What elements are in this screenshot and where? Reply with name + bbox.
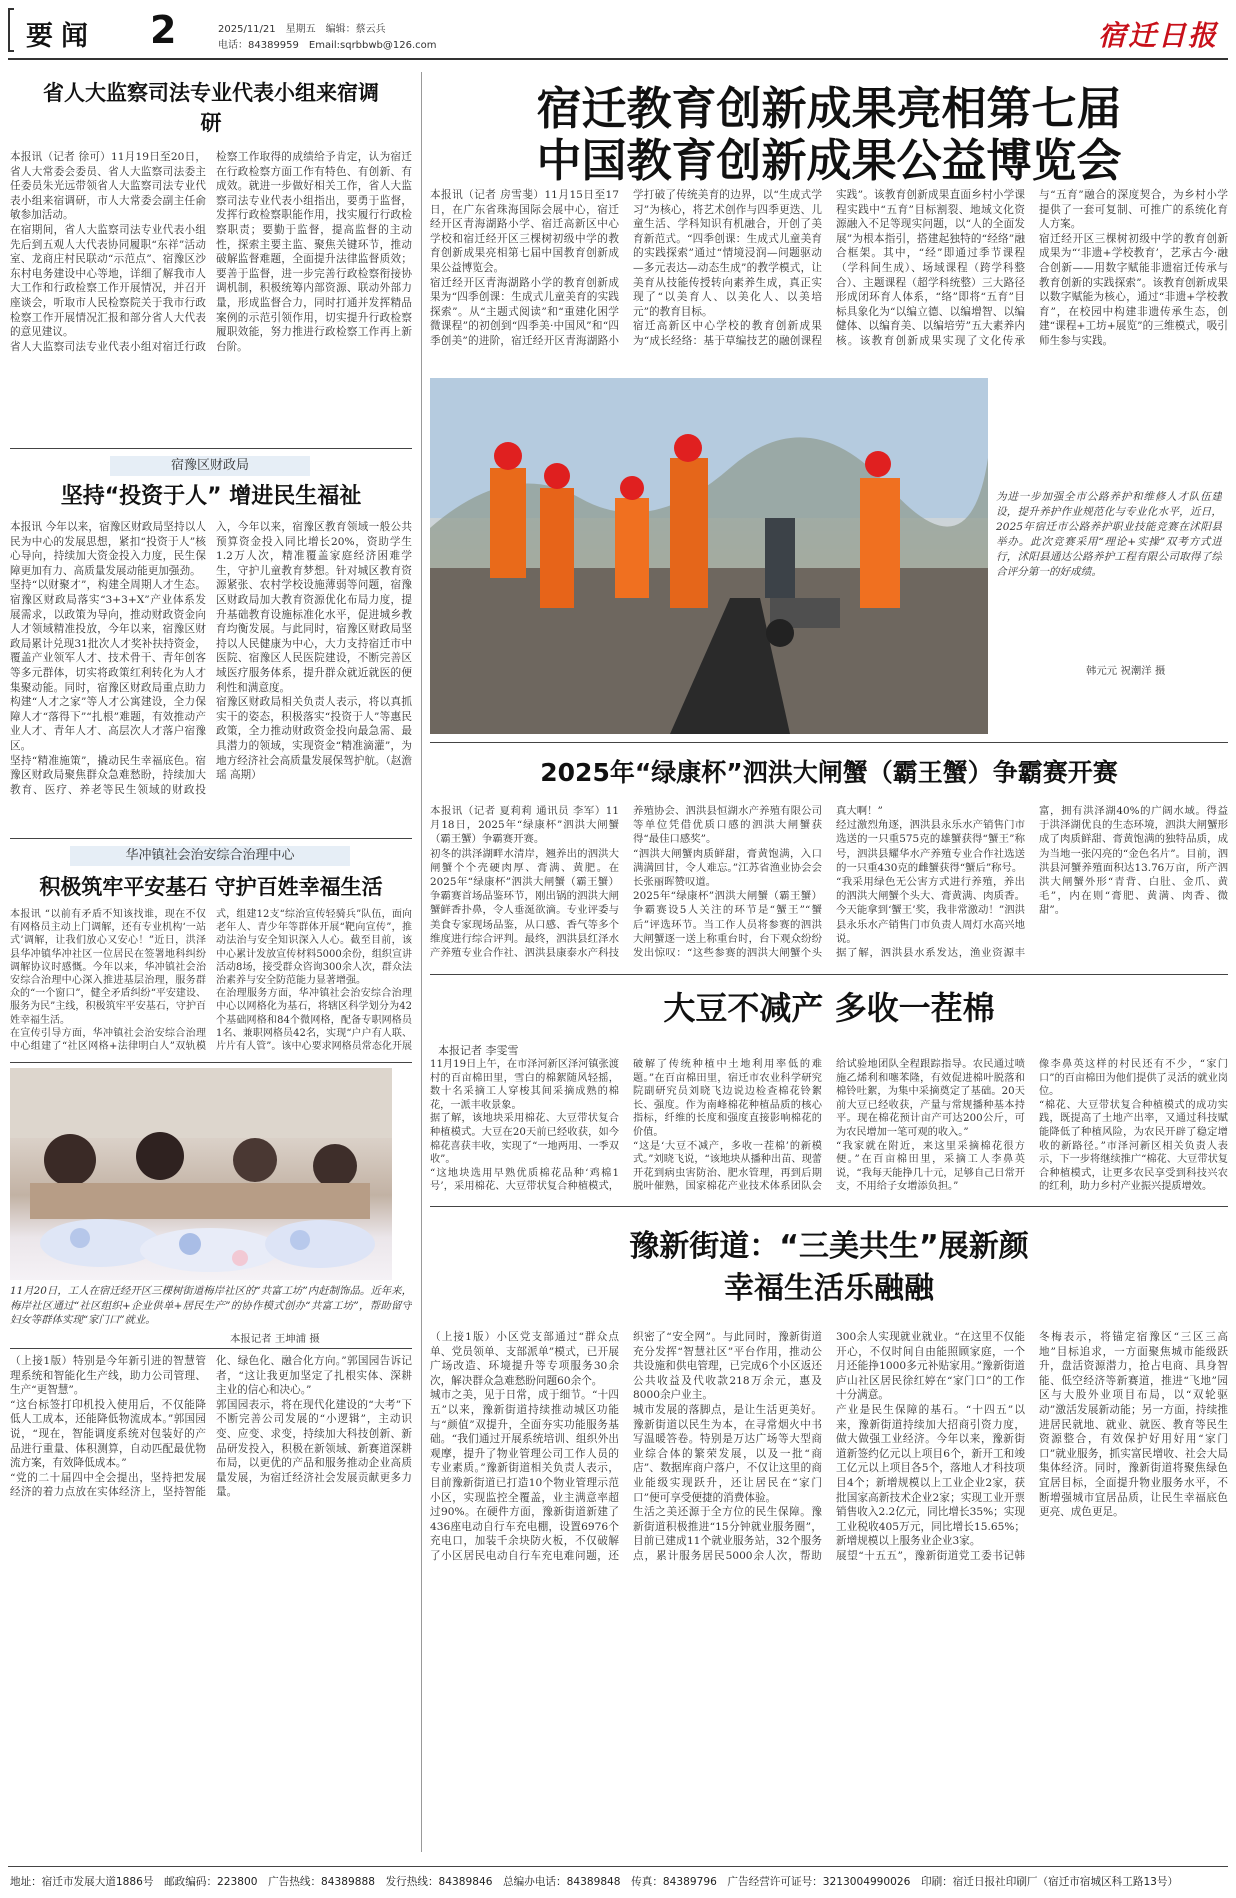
article-title: 大豆不减产 多收一茬棉 bbox=[663, 989, 995, 1027]
lead-title-line1: 宿迁教育创新成果亮相第七届 bbox=[536, 82, 1122, 135]
article-body: （上接1版）小区党支部通过“群众点单、党员领单、支部派单”模式，已开展广场改造、环境提升等专项服务30余次，解决群众急难愁盼问题60余个。 城市之美，见于日常，成于细节。“十四五”以来，豫新街道持续推动城区功能与“颜值”双提升，全面夯实功能服务基础。“我们通过开展系统培训、组织外出观摩，提升了物业管理公司工作人员的专业素质。”豫新街道相关负责人表示，目前豫新街道已打造10个物业管理示范小区，实现监控全覆盖，业主满意率超过90%。在硬件方面，豫新街道新建了436座电动自行车充电棚，设置6976个充电口，加装千余块防火板，不仅破解了小区居民电动自行车充电难问题，还织密了“安全网”。与此同时，豫新街道充分发挥“智慧社区”平台作用，推动公共设施和供电管理，已完成6个小区返还公共收益及代收款218万余元，惠及8000余户业主。 城市发展的落脚点，是让生活更美好。豫新街道以民生为本，在寻常烟火中书写温暖答卷。特别是万达广场等大型商业综合体的繁荣发展，以及一批“商店”、数据库商户落户，不仅让这里的商业能级实现跃升，还让居民在“家门口”便可享受便捷的消费体验。 生活之美还源于全方位的民生保障。豫新街道积极推进“15分钟就业服务圈”，目前已建成11个就业服务站，32个服务点，累计服务居民5000余人次，帮助300余人实现就业就业。“在这里不仅能开心，不仅时间自由能照顾家庭，一个月还能挣1000多元补贴家用。”豫新街道庐山社区居民徐红婷在“家门口”的工作十分满意。 产业是民生保障的基石。“十四五”以来，豫新街道持续加大招商引资力度，做大做强工业经济。今年以来，豫新街道新签约亿元以上项目6个，新开工和竣工亿元以上项目各5个，落地人才科技项目4个；新增规模以上工业企业2家，获批国家高新技术企业2家；实现工业开票销售收入2.2亿元，同比增长35%；实现工业税收405万元，同比增长15.65%；新增规模以上服务业企业3家。 展望“十五五”，豫新街道党工委书记韩冬梅表示，将锚定宿豫区“三区三高地”目标追求，一方面聚焦城市能级跃升，盘活资源潜力，抢占电商、具身智能、低空经济等新赛道，推进“飞地”园区与大股外业项目布局，以“双轮驱动”激活发展新动能；另一方面，持续推进居民就地、就业、就医、教育等民生资源整合，有效保护好用好用“家门口”就业服务，抓实富民增收、社会大局集体经济。同时，豫新街道将聚焦绿色宜居目标，全面提升物业服务水平，不断增强城市宜居品质，让民生幸福底色更亮、成色更足。 bbox=[430, 1331, 1228, 1562]
column-divider bbox=[421, 72, 422, 1852]
photo-credit: 本报记者 王坤浦 摄 bbox=[230, 1333, 320, 1345]
lead-title-line2: 中国教育创新成果公益博览会 bbox=[536, 134, 1122, 187]
contact-line: 电话：84389959 Email:sqrbbwb@126.com bbox=[218, 40, 437, 51]
article-npc-inspection bbox=[10, 72, 412, 442]
divider bbox=[10, 838, 412, 839]
article-body: 本报讯 今年以来，宿豫区财政局坚持以人民为中心的发展思想，紧扣“投资于人”核心导向，持续加大资金投入力度，民生保障更加有力、高质量发展动能更加强劲。 坚持“以财聚才”，构建全周期人才生态。宿豫区财政局落实“3+3+X”产业体系发展需求，以政策为导向，推动财政资金向人才领域精准投放，今年以来，宿豫区财政局累计兑现31批次人才奖补扶持资金，覆盖产业领军人才、技术骨干、青年创客等多元群体，切实将政策红利转化为人才集聚动能。同时，宿豫区财政局重点助力构建“人才之家”等人才公寓建设，全力保障人才“落得下”“扎根”难题，有效推动产业人才、青年人才、高层次人才落户宿豫区。 坚持“精准施策”，撬动民生幸福底色。宿豫区财政局聚焦群众急难愁盼，持续加大教育、医疗、养老等民生领域的财政投入，今年以来，宿豫区教育领域一般公共预算资金投入同比增长20%，资助学生1.2万人次，精准覆盖家庭经济困难学生，守护儿童教育梦想。针对城区教育资源紧张、农村学校设施薄弱等问题，宿豫区财政局加大教育资源优化布局力度，提升基础教育设施标准化水平，促进城乡教育均衡发展。与此同时，宿豫区财政局坚持以人民健康为中心，大力支持宿迁市中医院、宿豫区人民医院建设，不断完善区域医疗服务体系，提升群众就近就医的便利性和满意度。 宿豫区财政局相关负责人表示，将以真抓实干的姿态，积极落实“投资于人”等惠民政策，全力推动财政资金投向最急需、最具潜力的领域，实现资金“精准滴灌”，为地方经济社会高质量发展保驾护航。（赵澹瑶 高期） bbox=[10, 521, 412, 796]
road-scene bbox=[430, 378, 988, 734]
article-title: 省人大监察司法专业代表小组来宿调研 bbox=[43, 81, 379, 135]
photo-common-prosperity-workshop bbox=[10, 1068, 392, 1280]
article-suyu-finance bbox=[10, 454, 412, 836]
article-title-line2: 幸福生活乐融融 bbox=[724, 1271, 934, 1306]
article-body: 11月19日上午，在市泽河新区泽河镇张渡村的百亩棉田里，雪白的棉絮随风轻摇，数十名采摘工人穿梭其间采摘成熟的棉花，一派丰收景象。 据了解，该地块采用棉花、大豆带状复合种植模式。大豆在20天前已经收获，如今棉花喜获丰收，实现了“一地两用、一季双收”。 “这地块选用早熟优质棉花品种‘鸡棉1号’，采用棉花、大豆带状复合种植模式，破解了传统种植中土地利用率低的难题。”在百亩棉田里，宿迁市农业科学研究院副研究员刘晓飞边说边检查棉花铃絮长、强度。作为南峰棉花种植品质的核心指标，纤维的长度和强度直接影响棉花的价值。 “这是‘大豆不减产，多收一茬棉’的新模式。”刘晓飞说，“该地块从播种出苗、现蕾开花到病虫害防治、肥水管理，再到后期脱叶催熟，国家棉花产业技术体系团队会给试验地团队全程跟踪指导。农民通过喷施乙烯利和噻苯隆，有效促进棉叶脱落和棉铃吐絮，为集中采摘奠定了基础。20天前大豆已经收获，产量与常规播种基本持平。现在棉花预计亩产可达200公斤，可为农民增加一笔可观的收入。” “我家就在附近，来这里采摘棉花很方便。”在百亩棉田里，采摘工人李鼻英说，“我每天能挣几十元，足够自己日常开支，不用给子女增添负担。” 像李鼻英这样的村民还有不少，“家门口”的百亩棉田为他们提供了灵活的就业岗位。 “棉花、大豆带状复合种植模式的成功实践，既提高了土地产出率，又通过科技赋能降低了种植风险，为农民开辟了稳定增收的新路径。”市泽河新区相关负责人表示，下一步将继续推广“棉花、大豆带状复合种植模式，让更多农民享受到科技兴农的红利，助力乡村产业振兴提质增效。 bbox=[430, 1059, 1228, 1193]
article-title: 坚持“投资于人” 增进民生福祉 bbox=[60, 484, 362, 509]
article-body: 本报讯（记者 夏莉莉 通讯员 李军）11月18日，2025年“绿康杯”泗洪大闸蟹（霸王蟹）争霸赛开赛。 初冬的洪泽湖畔水清岸，翘养出的泗洪大闸蟹个个壳硬肉厚、膏满、黄肥。在2025年“绿康杯”泗洪大闸蟹（霸王蟹）争霸赛首场品鉴环节，刚出锅的泗洪大闸蟹鲜香扑鼻，令人垂涎欲滴。专业评委与美食专家现场品鉴，从口感、香气等多个维度进行综合评判。最终，泗洪县红泽水产养殖专业合作社、泗洪县康泰水产科技养殖协会、泗洪县恒湖水产养殖有限公司等单位凭借优质口感的泗洪大闸蟹获得“最佳口感奖”。 “泗洪大闸蟹肉质鲜甜，膏黄饱满，入口满满回甘，令人难忘。”江苏省渔业协会会长张丽晖赞叹道。 2025年“绿康杯”泗洪大闸蟹（霸王蟹）争霸赛设5人关注的环节是“蟹王”“蟹后”评选环节。当工作人员将参赛的泗洪大闸蟹逐一送上称重台时，台下观众纷纷发出惊叹：“这些参赛的泗洪大闸蟹个头真大啊！” 经过激烈角逐，泗洪县永乐水产销售门市选送的一只重575克的雄蟹获得“蟹王”称号，泗洪县耀华水产养殖专业合作社选送的一只重430克的雌蟹获得“蟹后”称号。 “我采用绿色无公害方式进行养殖，养出的泗洪大闸蟹个头大、膏黄满、肉质香。今天能拿到‘蟹王’奖，我非常激动！”泗洪县永乐水产销售门市负责人周灯水高兴地说。 据了解，泗洪县水系发达，渔业资源丰富，拥有洪泽湖40%的广阔水域。得益于洪泽湖优良的生态环境，泗洪大闸蟹形成了肉质鲜甜、膏黄饱满的独特品质，成为当地一张闪亮的“金色名片”。目前，泗洪县河蟹养殖面积达13.76万亩，所产泗洪大闸蟹外形“青背、白肚、金爪、黄毛”，内在则“膏肥、黄满、肉香、微甜”。 bbox=[430, 805, 1228, 960]
date-line: 2025/11/21 星期五 编辑：蔡云兵 bbox=[218, 24, 386, 35]
divider bbox=[430, 974, 1228, 975]
divider bbox=[10, 1348, 412, 1349]
photo-credit: 韩元元 祝潮洋 摄 bbox=[1086, 665, 1166, 677]
article-yuxin-street bbox=[430, 1212, 1228, 1848]
article-continuation: （上接1版）特别是今年新引进的智慧管理系统和智能化生产线，助力公司管理、生产“更智慧”。 “这台标签打印机投入使用后，不仅能降低人工成本，还能降低物流成本。”郭国园说，“现在，智能调度系统对包装好的产品进行重量、体积测算，自动匹配最优物流方案，有效降低成本。” “党的二十届四中全会提出，坚持把发展经济的着力点放在实体经济上，坚持智能化、绿色化、融合化方向。”郭国园告诉记者，“这让我更加坚定了扎根实体、深耕主业的信心和决心。” 郭国园表示，将在现代化建设的“大考”下不断完善公司发展的“小逻辑”，主动识变、应变、求变，持续加大科技创新、新品研发投入，积极在新领域、新赛道深耕布局，以更优的产品和服务推动企业高质量发展，为宿迁经济社会发展贡献更多力量。 bbox=[10, 1355, 412, 1499]
masthead bbox=[0, 0, 1236, 62]
article-title: 积极筑牢平安基石 守护百姓幸福生活 bbox=[39, 875, 383, 899]
article-title: 2025年“绿康杯”泗洪大闸蟹（霸王蟹）争霸赛开赛 bbox=[540, 758, 1118, 787]
photo-caption: 为进一步加强全市公路养护和维修人才队伍建设，提升养护作业规范化与专业化水平，近日，2025年宿迁市公路养护职业技能竞赛在沭阳县举办。此次竞赛采用“理论+实操”双考方式进行，沭阳县通达公路养护工程有限公司取得了综合评分第一的好成绩。 bbox=[996, 491, 1222, 578]
footer-rule bbox=[8, 1866, 1228, 1867]
article-huachong-security bbox=[10, 844, 412, 1060]
article-body: 本报讯（记者 徐可）11月19日至20日，省人大常委会委员、省人大监察司法委主任委员朱光远带领省人大监察司法专业代表小组来宿调研，市人大常委会副主任俞敏参加活动。 在宿期间，省人大监察司法专业代表小组先后到五观人大代表协同履职“东祥”活动室、龙商庄村民联动“示范点”、宿豫区沙东村电务建设中心等地，详细了解我市人大工作和行政检察工作开展情况，并召开座谈会，听取市人民检察院关于我市行政检察工作开展情况汇报和部分省人大代表的意见建议。 省人大监察司法专业代表小组对宿迁行政检察工作取得的成绩给予肯定，认为宿迁在行政检察方面工作有特色、有创新、有成效。就进一步做好相关工作，省人大监察司法专业代表小组指出，要勇于监督，发挥行政检察职能作用，找实履行行政检察职责；要勤于监督，提高监督的主动性，探索主要主监、聚焦关键环节，推动破解监督难题，全面提升法律监督质效；要善于监督，进一步完善行政检察衔接协调机制，积极统筹内部资源、联动外部力量，形成监督合力，同时打通并发挥精品案例的示范引领作用，切实提升行政检察履职效能，努力推进行政检察工作再上新台阶。 bbox=[10, 151, 412, 353]
article-title-line1: 豫新街道：“三美共生”展新颜 bbox=[629, 1229, 1029, 1264]
divider bbox=[430, 742, 1228, 743]
article-soy-cotton bbox=[430, 980, 1228, 1204]
masthead-left-bracket bbox=[8, 8, 14, 52]
divider bbox=[10, 448, 412, 449]
masthead-rule bbox=[8, 58, 1228, 60]
workshop-scene bbox=[10, 1068, 392, 1280]
divider bbox=[430, 1206, 1228, 1207]
byline: 本报记者 李雯雪 bbox=[438, 1044, 519, 1057]
photo-road-maintenance bbox=[430, 378, 988, 734]
paper-logo: 宿迁日报 bbox=[1098, 19, 1219, 52]
article-education-expo bbox=[430, 70, 1228, 368]
article-crab-contest bbox=[430, 750, 1228, 972]
article-kicker: 宿豫区财政局 bbox=[110, 456, 310, 476]
article-kicker: 华冲镇社会治安综合治理中心 bbox=[70, 846, 350, 866]
section-label: 要闻 bbox=[26, 21, 96, 52]
photo-caption: 11月20日，工人在宿迁经开区三棵树街道梅岸社区的“共富工坊”内赶制饰品。近年来，梅岸社区通过“社区组织+企业供单+居民生产”的协作模式创办“共富工坊”，帮助留守妇女等群体实现“家门口”就业。 bbox=[10, 1285, 412, 1327]
article-body: 本报讯 “以前有矛盾不知该找谁，现在不仅有网格员主动上门调解，还有专业机构‘一站式’调解，让我们放心又安心！”近日，洪泽县华冲镇华冲社区一位居民在签署地科纠纷调解协议时感慨。今年以来，华冲镇社会治安综合治理中心深入推进基层治理，服务群众的“一个窗口”，健全矛盾纠纷“平安建设、服务为民”主线，积极筑牢平安基石，守护百姓幸福生活。 在宣传引导方面，华冲镇社会治安综合治理中心组建了“社区网格+法律明白人”双轨模式，组建12支“综治宣传轻骑兵”队伍，面向老年人、青少年等群体开展“靶向宣传”，推动法治与安全知识深入人心。截至目前，该中心累计发放宣传材料5000余份，组织宣讲活动8场，接受群众咨询300余人次，群众法治素养与安全防范能力显著增强。 在治理服务方面，华冲镇社会治安综合治理中心以网格化为基石，将辖区科学划分为42个基础网格和84个微网格，配备专职网格员1名、兼职网格员42名，实现“户户有人联、片片有人管”。该中心要求网格员常态化开展 bbox=[10, 909, 412, 1053]
divider bbox=[10, 1062, 412, 1063]
page-number: 2 bbox=[150, 8, 177, 52]
footer: 地址：宿迁市发展大道1886号 邮政编码：223800 广告热线：84389888 发行热线：84389846 总编办电话：84389848 传真：84389796 广告经营许可证号：3213004990026 印刷：宿迁日报社印刷厂（宿迁市宿城区科工路13号） bbox=[10, 1876, 1179, 1888]
article-body: 本报讯（记者 房雪斐）11月15日至17日，在广东省珠海国际会展中心，宿迁经开区青海湖路小学、宿迁高新区中心学校和宿迁经开区三棵树初级中学的教育创新成果亮相第七届中国教育创新成果公益博览会。 宿迁经开区青海湖路小学的教育创新成果为“四季创课：生成式儿童美育的实践探索”。从“主题式阅读”和“重建化困学微课程”的初创到“四季美·中国风”和“四季创美”的进阶，宿迁经开区青海湖路小学打破了传统美育的边界，以“生成式学习”为核心，将艺术创作与四季更迭、儿童生活、学科知识有机融合，开创了美育新范式。“四季创课：生成式儿童美育的实践探索”通过“情境浸润—问题驱动—多元表达—动态生成”的教学模式，让美育从技能传授转向素养生成，真正实现了“以美育人、以美化人、以美培元”的教育目标。 宿迁高新区中心学校的教育创新成果为“成长经络：基于草编技艺的融创课程实践”。该教育创新成果直面乡村小学课程实践中“五育”目标割裂、地域文化资源融入不足等现实问题，以“人的全面发展”为根本指引，搭建起独特的“经络”融合框架。其中，“经”即通过季节课程（学科间生成）、场域课程（跨学科整合）、主题课程（超学科统整）三大路径形成闭环育人体系，“络”即将“五育”目标具象化为“以编立德、以编增智、以编健体、以编育美、以编培劳”五大素养内核。该教育创新成果实现了文化传承与“五育”融合的深度契合，为乡村小学提供了一套可复制、可推广的系统化育人方案。 宿迁经开区三棵树初级中学的教育创新成果为“‘非遗+学校教育’，艺承古今·融合创新——用数字赋能非遗宿迁传承与教育创新的实践探索”。该教育创新成果以数字赋能为核心，通过“非遗+学校教育”，在校园中构建非遗传承生态，创建“课程+工坊+展览”的三维模式，吸引师生参与实践。 bbox=[430, 189, 1228, 347]
